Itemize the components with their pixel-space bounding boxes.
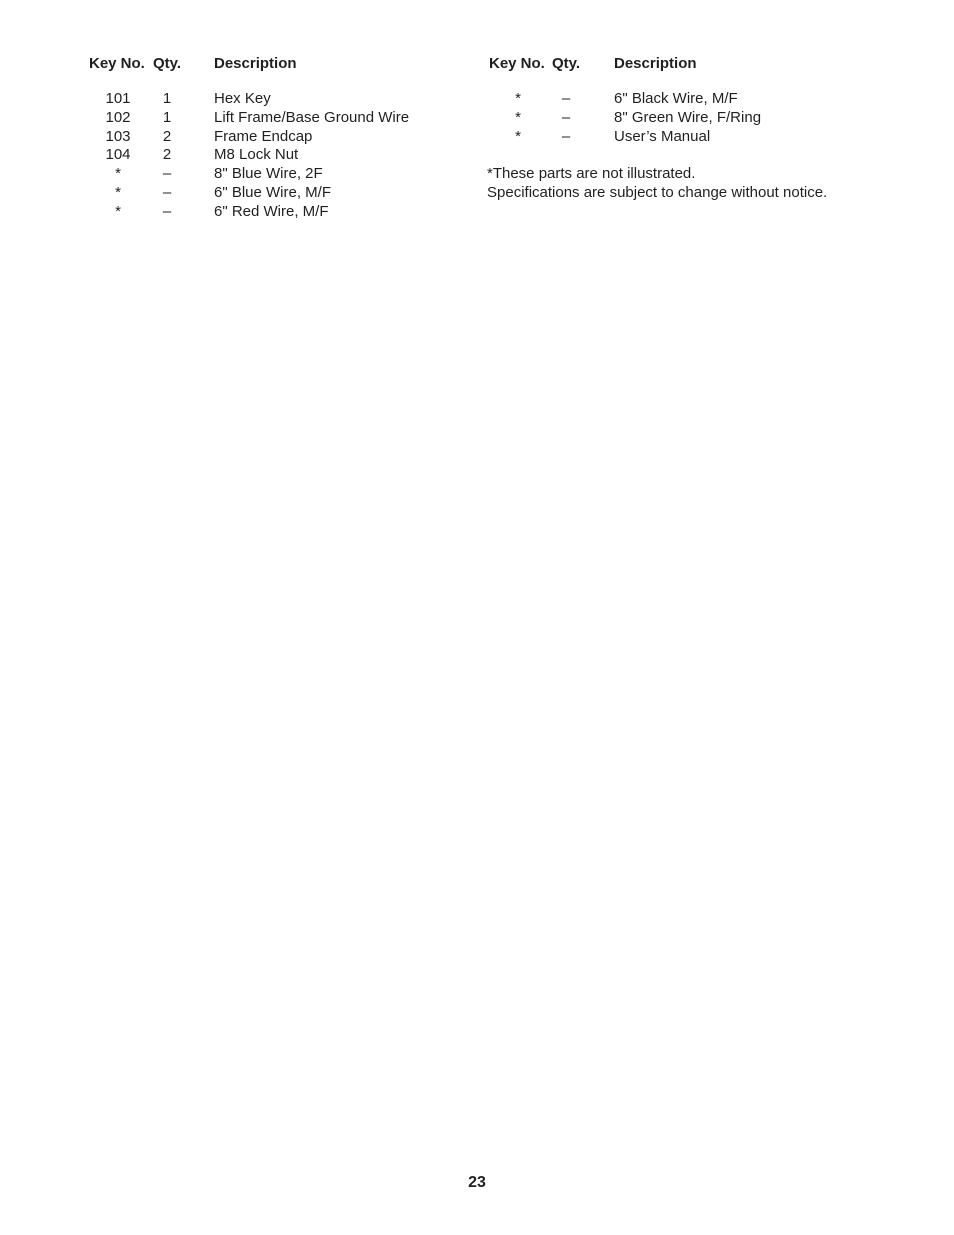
part-description: Hex Key bbox=[214, 90, 271, 107]
part-description: M8 Lock Nut bbox=[214, 146, 299, 164]
parts-list-left bbox=[89, 54, 449, 222]
qty-heading: Qty. bbox=[153, 55, 182, 72]
part-key-no: 103 bbox=[105, 127, 131, 145]
specifications-note: Specifications are subject to change without notice. bbox=[487, 184, 828, 202]
part-description: User’s Manual bbox=[614, 127, 711, 145]
page-number: 23 bbox=[468, 1174, 486, 1191]
part-qty: – bbox=[561, 127, 571, 145]
part-row bbox=[487, 128, 907, 147]
part-qty: – bbox=[162, 165, 172, 183]
part-qty: – bbox=[162, 202, 172, 220]
part-qty: 2 bbox=[162, 146, 172, 164]
part-key-no: 102 bbox=[105, 108, 131, 126]
not-illustrated-note: *These parts are not illustrated. bbox=[487, 165, 696, 183]
parts-list-header bbox=[487, 54, 907, 74]
part-key-no: * bbox=[115, 202, 121, 220]
key-no-heading: Key No. bbox=[489, 55, 545, 72]
part-description: 6" Blue Wire, M/F bbox=[214, 183, 332, 201]
part-key-no: * bbox=[115, 165, 121, 183]
part-description: Lift Frame/Base Ground Wire bbox=[214, 108, 410, 126]
part-key-no: * bbox=[515, 108, 521, 126]
part-qty: – bbox=[162, 183, 172, 201]
parts-list-header bbox=[89, 54, 449, 74]
parts-list-rows bbox=[89, 90, 449, 222]
part-row bbox=[89, 165, 449, 184]
part-description: 6" Black Wire, M/F bbox=[614, 90, 738, 107]
part-key-no: 104 bbox=[105, 146, 131, 164]
part-key-no: * bbox=[515, 127, 521, 145]
parts-list-right bbox=[487, 54, 907, 202]
part-description: Frame Endcap bbox=[214, 127, 313, 145]
part-row bbox=[89, 203, 449, 222]
part-description: 8" Green Wire, F/Ring bbox=[614, 108, 762, 126]
part-qty: – bbox=[561, 108, 571, 126]
part-key-no: 101 bbox=[105, 90, 131, 107]
part-qty: – bbox=[561, 90, 571, 107]
parts-list-rows bbox=[487, 90, 907, 146]
part-description: 6" Red Wire, M/F bbox=[214, 202, 329, 220]
part-description: 8" Blue Wire, 2F bbox=[214, 165, 323, 183]
part-qty: 1 bbox=[162, 90, 172, 107]
part-qty: 2 bbox=[162, 127, 172, 145]
part-row bbox=[89, 90, 449, 109]
part-row bbox=[89, 128, 449, 147]
part-qty: 1 bbox=[162, 108, 172, 126]
part-key-no: * bbox=[515, 90, 521, 107]
part-row bbox=[89, 109, 449, 128]
description-heading: Description bbox=[214, 55, 297, 72]
key-no-heading: Key No. bbox=[89, 55, 145, 72]
qty-heading: Qty. bbox=[552, 55, 581, 72]
part-row bbox=[89, 184, 449, 203]
parts-notes bbox=[487, 164, 907, 202]
part-row bbox=[487, 90, 907, 109]
part-row bbox=[487, 109, 907, 128]
description-heading: Description bbox=[614, 55, 697, 72]
part-row bbox=[89, 146, 449, 165]
part-key-no: * bbox=[115, 183, 121, 201]
